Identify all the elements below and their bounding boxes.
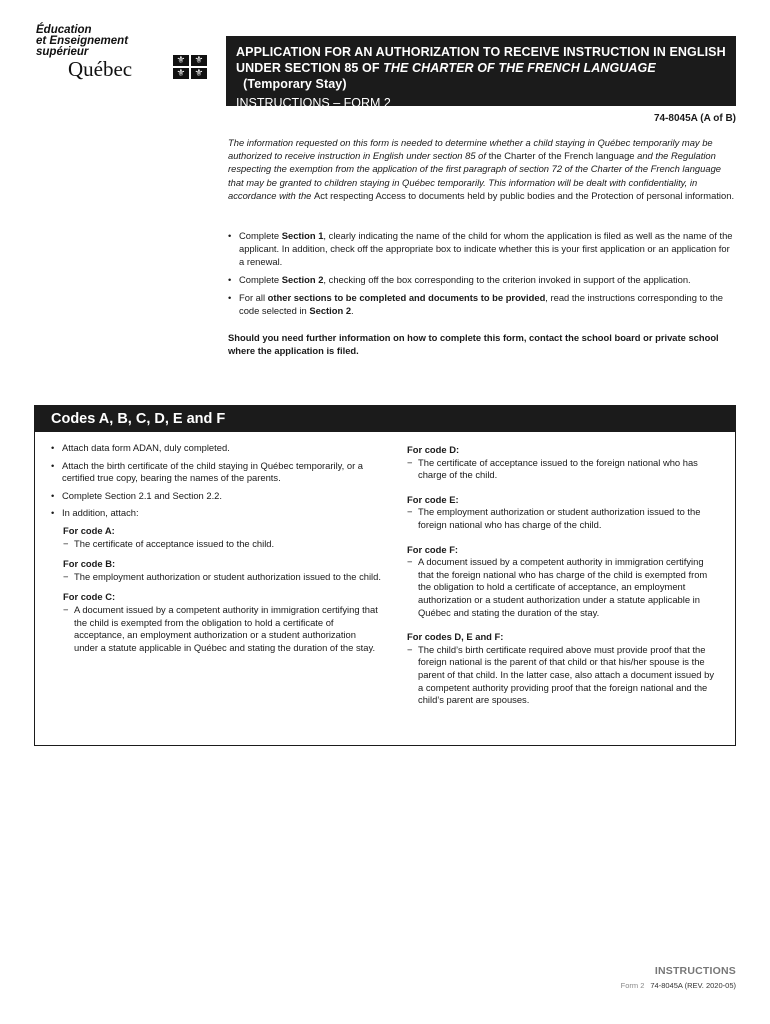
department-line-3: supérieur (36, 46, 89, 58)
code-def-text: − The child’s birth certificate required above must provide proof that the foreign national is the parent of that child or that his/her spouse is the parent of that child. In the latter case, also attach a document issued by a competent authority providing proof that the foreign national and the child’s parent are spouses. (407, 644, 717, 707)
list-item (228, 291, 736, 317)
codes-right-column (407, 442, 717, 707)
quebec-logo (36, 25, 206, 85)
code-b-text: − The employment authorization or student authorization issued to the child. (63, 571, 381, 584)
form-title-banner (226, 36, 736, 110)
code-d-heading: For code D: (407, 444, 460, 455)
list-text: Section 2 (281, 274, 324, 285)
form-code: 74-8045A (A of B) (653, 113, 736, 124)
codes-section (34, 405, 736, 746)
code-a-text: − The certificate of acceptance issued to the child. (63, 538, 381, 551)
list-item: • Complete Section 2.1 and Section 2.2. (51, 490, 381, 503)
code-e-heading: For code E: (407, 493, 459, 505)
quebec-wordmark: Québec (68, 57, 133, 81)
intro-part: The information requested on this form is needed to determine whether a child staying in Québec temporarily may be authorized to receive instruction in English under section 85 of (228, 137, 713, 162)
list-item: • Attach the birth certificate of the child staying in Québec temporarily, or a certified true copy, bearing the names of the parents. (51, 460, 381, 485)
fleur-de-lis-icon: ⚜ (173, 55, 189, 66)
intro-part: Act respecting Access to documents held by public bodies and the Protection of personal information (314, 189, 732, 201)
intro-part: . (731, 189, 735, 201)
code-b-block (51, 558, 381, 583)
title-italic: THE CHARTER OF THE FRENCH LANGUAGE (383, 61, 656, 75)
code-c-block (51, 591, 381, 654)
code-d-text: − The certificate of acceptance issued to the foreign national who has charge of the child. (407, 457, 717, 482)
list-text: , checking off the box corresponding to the criterion invoked in support of the application. (323, 274, 691, 285)
list-text: Section 1 (281, 230, 324, 241)
form-subtitle: INSTRUCTIONS – FORM 2 (236, 96, 391, 110)
fleur-de-lis-icon: ⚜ (191, 55, 207, 66)
list-text: , read the instructions corresponding to the code selected in (239, 292, 724, 316)
list-text: Complete (239, 230, 282, 241)
department-name (36, 25, 206, 58)
title-suffix: (Temporary Stay) (236, 77, 347, 91)
intro-part: This information will be dealt with confidentiality, in accordance with the (228, 176, 698, 201)
code-f-heading: For code F: (407, 543, 459, 555)
form-title-line-2 (236, 60, 726, 92)
footer-revision (621, 981, 736, 990)
code-f-text: − A document issued by a competent authority in immigration certifying that the foreign national who has charge of the child is exempted from the obligation to hold a certificate of acceptance, an employment authorization or a student authorization under a statute applicable in Québec and stating the duration of the stay. (407, 556, 717, 619)
list-text: other sections to be completed and documents to be provided (267, 292, 546, 303)
fleur-de-lis-icon: ⚜ (191, 68, 207, 79)
codes-section-title: Codes A, B, C, D, E and F (35, 406, 735, 432)
list-text: , clearly indicating the name of the child for whom the application is filed as well as the name of the applicant. In addition, check off the appropriate box to indicate whether this is your first application or an application for a renewal. (239, 230, 733, 267)
footer-title: INSTRUCTIONS (654, 965, 736, 977)
intro-part: and the Regulation respecting the exemption from the application of the first paragraph of section 72 of the Charter of the French language that may be granted to children staying in Québec temporarily. (228, 150, 722, 188)
intro-part: the Charter of the French language (488, 150, 635, 162)
code-e-text: − The employment authorization or student authorization issued to the foreign national who has charge of the child. (407, 506, 717, 531)
footer-rev: 74-8045A (REV. 2020-05) (650, 981, 736, 990)
list-item: • Attach data form ADAN, duly completed. (51, 442, 381, 455)
code-a-block (51, 525, 381, 550)
code-c-heading: For code C: (63, 591, 116, 603)
further-info-note: Should you need further information on how to complete this form, contact the school board or private school where the application is filed. (228, 332, 719, 356)
codes-left-column (51, 442, 381, 654)
code-def-heading: For codes D, E and F: (407, 631, 504, 643)
form-title (236, 44, 726, 92)
department-line-1: Éducation (36, 24, 92, 36)
title-prefix: UNDER SECTION 85 OF (236, 61, 384, 75)
list-text: For all (239, 292, 268, 303)
footer-form-label: Form 2 (620, 981, 645, 990)
code-b-heading: For code B: (63, 558, 116, 570)
code-a-heading: For code A: (63, 524, 115, 536)
list-item (228, 229, 736, 268)
fleur-de-lis-icon: ⚜ (173, 68, 189, 79)
intro-paragraph (228, 136, 736, 202)
list-item (228, 273, 736, 286)
list-text: Section 2 (309, 305, 352, 316)
fleur-de-lis-flag-icon (173, 55, 208, 79)
code-c-text: − A document issued by a competent authority in immigration certifying that the child is exempted from the obligation to hold a certificate of acceptance, an employment authorization or a student authorization under a statute applicable in Québec and stating the duration of the stay. (63, 604, 381, 654)
instruction-list (228, 229, 736, 322)
list-item: • In addition, attach: (51, 507, 381, 520)
form-title-line-1: APPLICATION FOR AN AUTHORIZATION TO RECEIVE INSTRUCTION IN ENGLISH (236, 45, 726, 59)
list-text: Complete (239, 274, 282, 285)
list-text: . (351, 305, 354, 316)
department-line-2: et Enseignement (36, 35, 129, 47)
